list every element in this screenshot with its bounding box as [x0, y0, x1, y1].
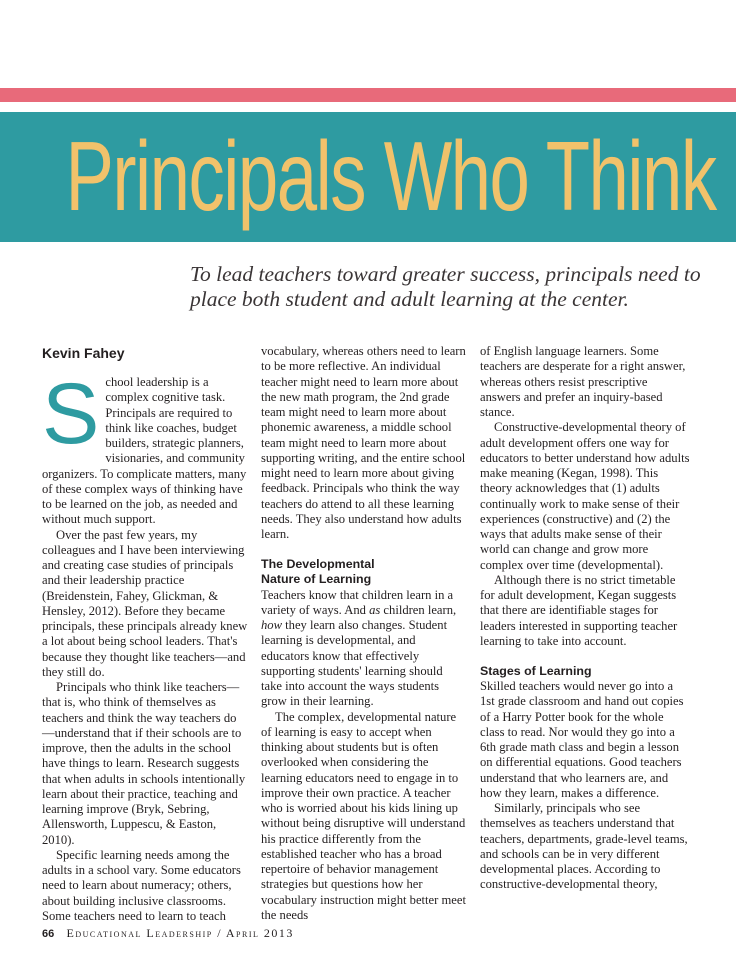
emphasis-text: as — [369, 602, 381, 617]
paragraph: Constructive-developmental theory of adult development offers one way for educators to better understand how adults make meaning (Kegan, 1998). This theory acknowledges that (1) adults continually work to make sense of their experiences (constructive) and (2) the ways that adults make sense of their world can change and grow more complex over time (developmental). — [480, 420, 690, 572]
page-number: 66 — [42, 928, 55, 940]
section-heading-line: The Developmental — [261, 557, 375, 572]
title-banner — [0, 112, 736, 242]
paragraph: Similarly, principals who see themselves as teachers understand that teachers, departments, grade-level teams, and schools can be in very different developmental places. According to constructive-developmental theory, — [480, 801, 688, 892]
paragraph: Although there is no strict timetable for adult development, Kegan suggests that there are identifiable stages for leaders interested in supporting teacher learning to take into account. — [480, 572, 678, 648]
text-run: children learn, — [380, 602, 457, 617]
drop-cap: S — [42, 366, 100, 462]
pink-accent-rule — [0, 88, 736, 102]
paragraph: Over the past few years, my colleagues and I have been interviewing and creating case studies of principals and their leadership practice (Breidenstein, Fahey, Glickman, & Hensley, 2012). Before they became principals, these principals already knew a lot about being school leaders. That's because they thought like teachers—and they still do. — [42, 527, 248, 679]
emphasis-text: how — [261, 618, 282, 633]
paragraph: Skilled teachers would never go into a 1st grade classroom and hand out copies of a Harry Potter book for the whole class to read. Nor would they go into a 6th grade math class and begin a lesson on differential equations. Good teachers understand that who learners are, and how they learn, makes a difference. — [480, 679, 684, 800]
paragraph: vocabulary, whereas others need to learn to be more reflective. An individual teacher might need to learn more about the new math program, the 2nd grade team might need to learn more about phonemic awareness, a middle school team might need to learn more about supporting writing, and the entire school might need to learn more about giving feedback. Principals who think the way teachers do attend to all these learning needs. They also understand how adults learn. — [261, 344, 466, 541]
column-2 — [261, 344, 466, 923]
author-byline: Kevin Fahey — [42, 345, 125, 361]
paragraph: chool leadership is a complex cognitive task. Principals are required to think like coaches, budget builders, strategic planners, visionaries, and community organizers. To complicate matters, many of these complex ways of thinking have to be learned on the job, as needed and without much support. — [42, 375, 247, 527]
paragraph — [261, 588, 466, 710]
section-heading-line: Nature of Learning — [261, 572, 372, 587]
section-heading: Stages of Learning — [480, 664, 592, 678]
paragraph: Specific learning needs among the adults in a school vary. Some educators need to learn about numeracy; others, about building inclusive classrooms. Some teachers need to learn to teach — [42, 847, 241, 923]
article-title: Principals Who Think — [65, 121, 716, 231]
column-3 — [480, 344, 690, 893]
text-run: they learn also changes. Student learning is developmental, and educators know that effectively supporting students' learning should take into account the ways students grow in their learning. — [261, 618, 448, 709]
column-1 — [42, 344, 248, 924]
article-deck: To lead teachers toward greater success, principals need to place both student and adult learning at the center. — [190, 262, 701, 311]
section-heading — [261, 557, 466, 587]
page-footer — [42, 926, 294, 941]
paragraph: The complex, developmental nature of learning is easy to accept when thinking about students but is often overlooked when considering the learning educators need to engage in to improve their own practice. A teacher who is worried about his kids lining up without being disruptive will understand his practice differently from the established teacher who has a broad repertoire of behavior management strategies but questions how her vocabulary instruction might better meet the needs — [261, 709, 466, 922]
publication-name: Educational Leadership / April 2013 — [66, 926, 294, 940]
paragraph: of English language learners. Some teachers are desperate for a right answer, whereas others resist prescriptive answers and prefer an inquiry-based stance. — [480, 344, 686, 419]
text-run: Teachers know that children learn in a variety of ways. And — [261, 587, 454, 617]
paragraph: Principals who think like teachers—that is, who think of themselves as teachers and think the way teachers do—understand that if their schools are to improve, then the adults in the school have things to learn. Research suggests that when adults in schools intentionally learn about their practice, teaching and learning improve (Bryk, Sebring, Allensworth, Luppescu, & Easton, 2010). — [42, 680, 246, 847]
